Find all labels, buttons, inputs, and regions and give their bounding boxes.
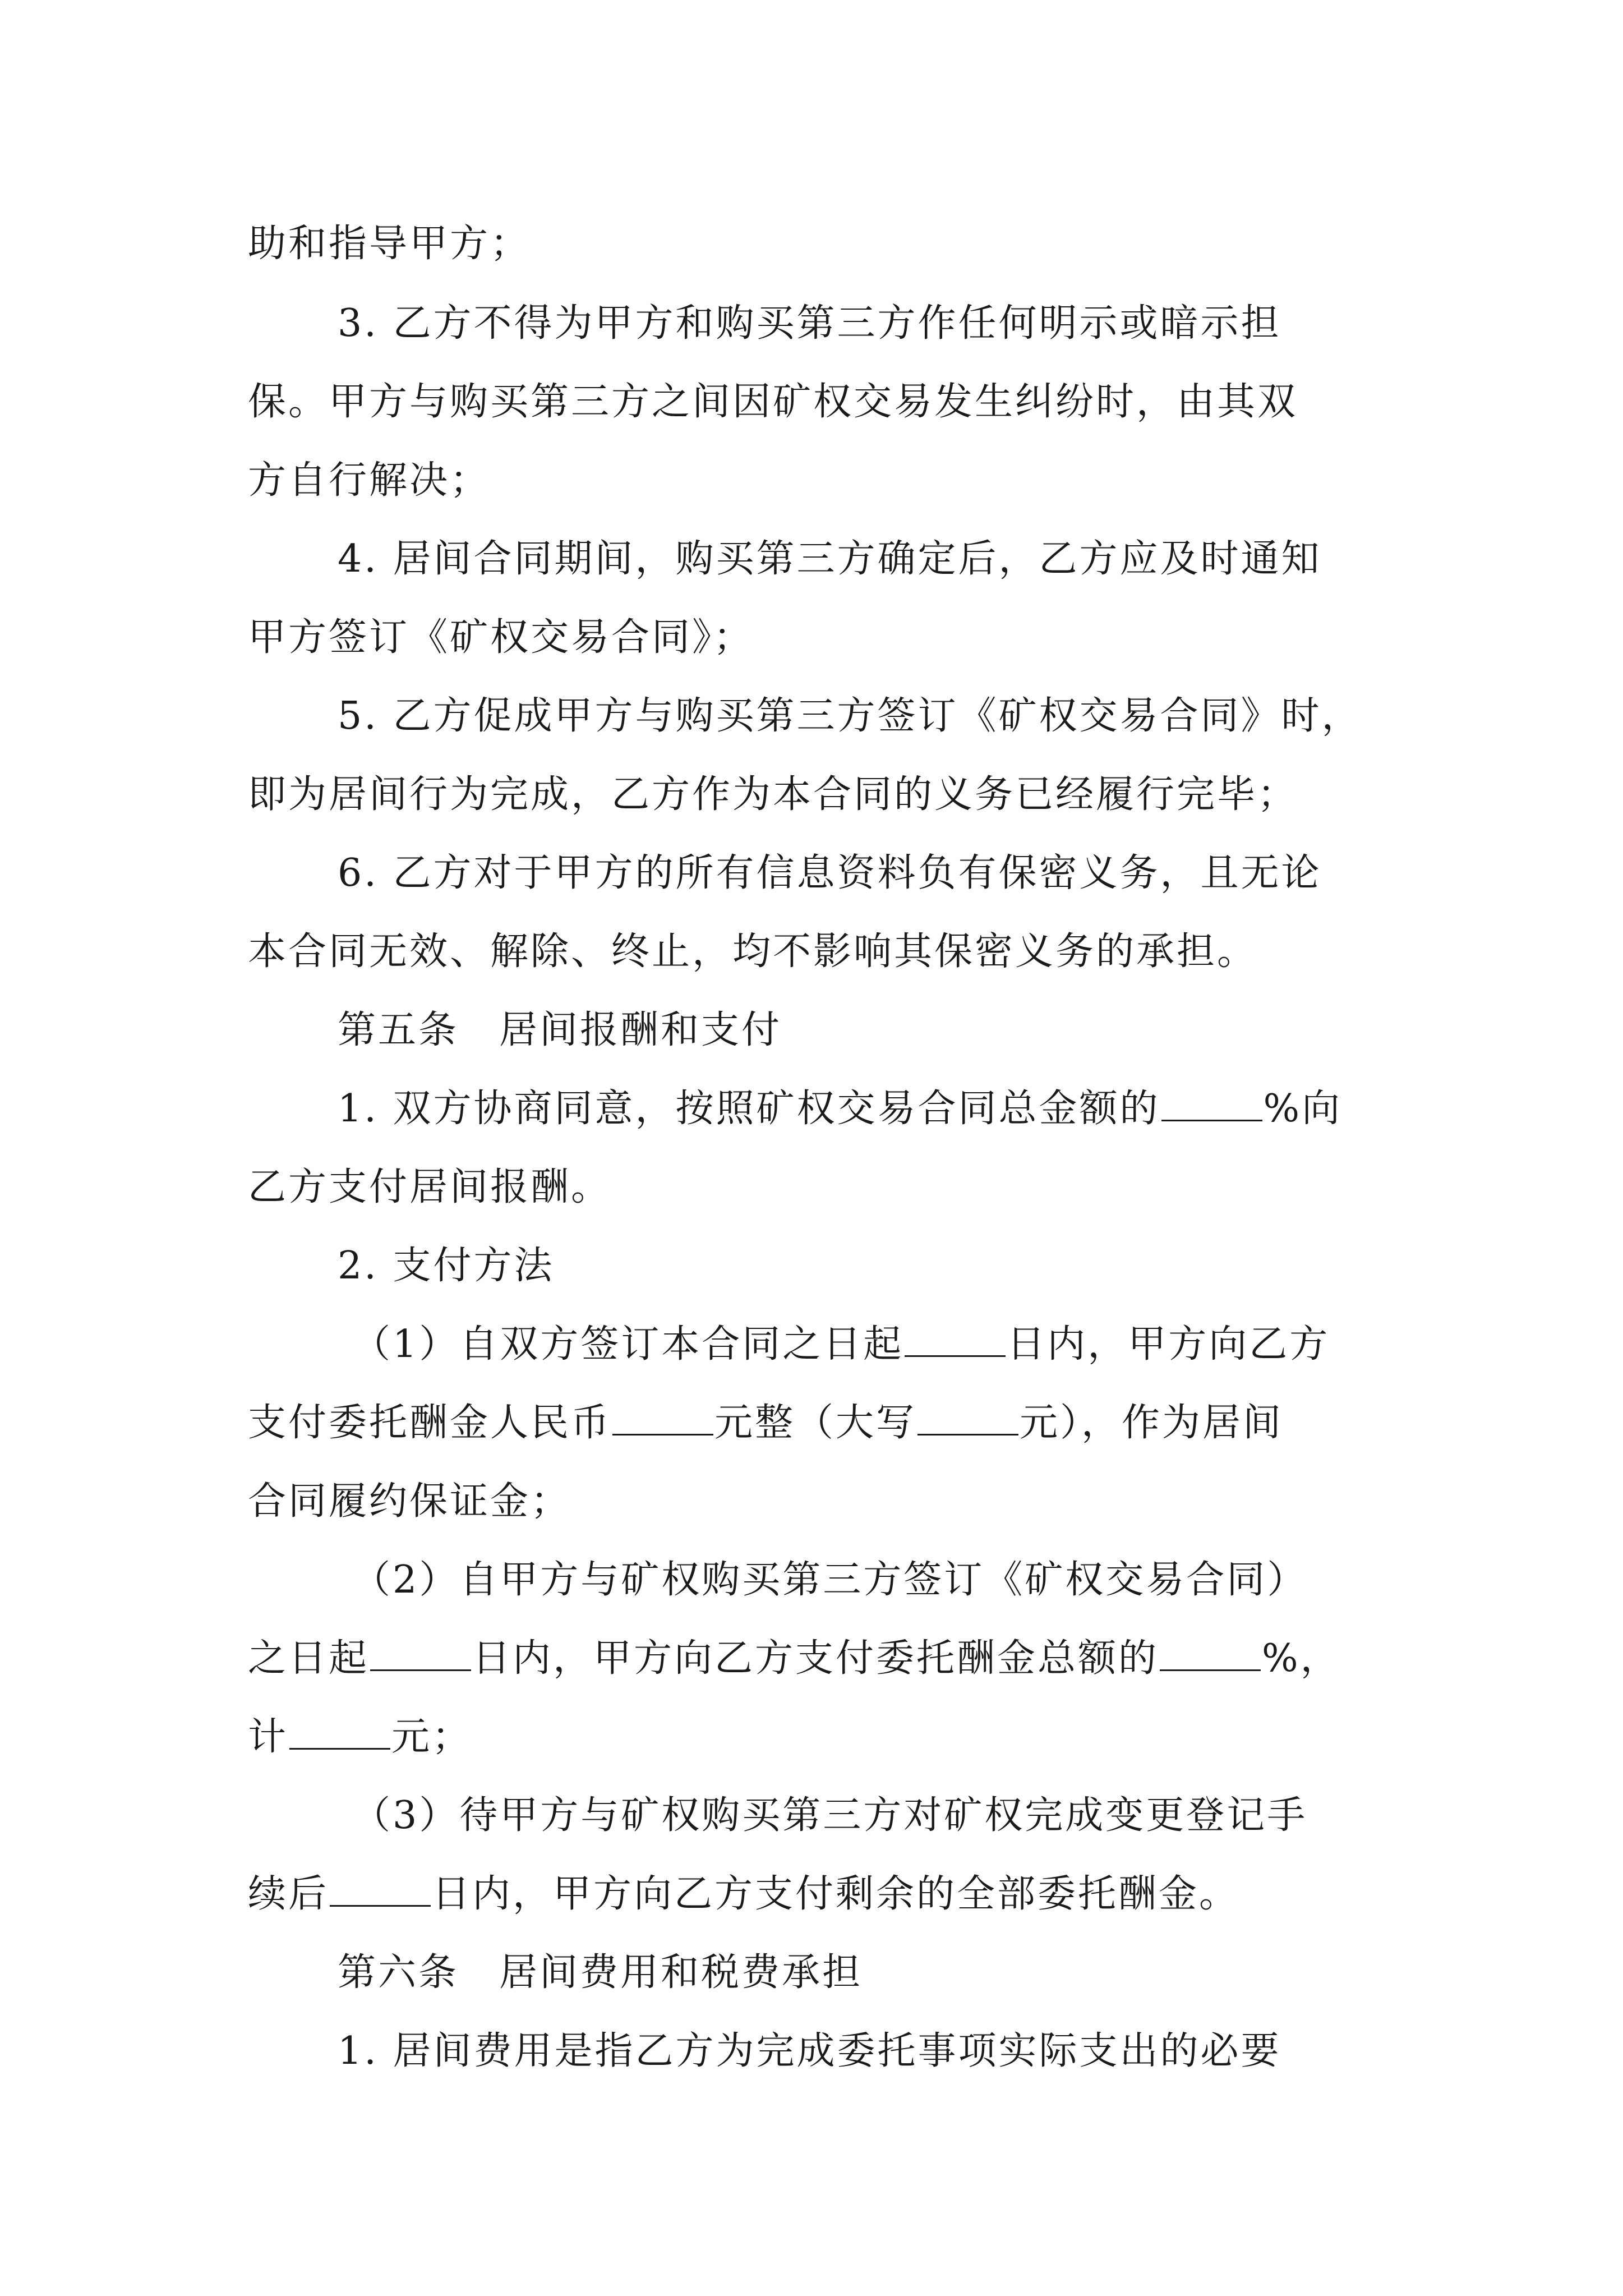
- text-line: [0, 534, 1623, 585]
- article-heading: [0, 1948, 1623, 1998]
- text: 之日起: [248, 1636, 370, 1681]
- text: %向: [1263, 1087, 1343, 1131]
- text: 元整（大写: [714, 1401, 917, 1445]
- text-line: [0, 1869, 1623, 1920]
- fill-in-blank: [905, 1320, 1006, 1357]
- text: 3. 乙方不得为甲方和购买第三方作任何明示或暗示担: [338, 301, 1281, 346]
- text: （1）自双方签订本合同之日起: [352, 1322, 904, 1366]
- text-line: [0, 1319, 1623, 1370]
- text-line: [0, 1634, 1623, 1684]
- text: %，: [1262, 1636, 1341, 1681]
- text: 计: [248, 1715, 289, 1759]
- fill-in-blank: [289, 1713, 390, 1750]
- fill-in-blank: [1160, 1635, 1261, 1671]
- text-line: [0, 2026, 1623, 2077]
- text-line: [0, 298, 1623, 349]
- text-line: [0, 927, 1623, 977]
- text: 5. 乙方促成甲方与购买第三方签订《矿权交易合同》时，: [338, 694, 1362, 738]
- text-line: [0, 1476, 1623, 1527]
- text-line: [0, 1712, 1623, 1763]
- fill-in-blank: [917, 1399, 1018, 1435]
- text-line: [0, 691, 1623, 742]
- text-line: [0, 1162, 1623, 1213]
- text-line: [0, 1241, 1623, 1291]
- text: 支付委托酬金人民币: [248, 1401, 612, 1445]
- text-line: [0, 219, 1623, 269]
- article-heading: [0, 1005, 1623, 1056]
- text-line: [0, 377, 1623, 427]
- text: 1. 双方协商同意，按照矿权交易合同总金额的: [338, 1087, 1160, 1131]
- fill-in-blank: [1161, 1085, 1262, 1121]
- fill-in-blank: [330, 1870, 431, 1907]
- text: 保。甲方与购买第三方之间因矿权交易发生纠纷时，由其双: [248, 380, 1298, 424]
- text-line: [0, 1084, 1623, 1134]
- text-line: [0, 455, 1623, 506]
- text: 2. 支付方法: [338, 1244, 555, 1288]
- text: 合同履约保证金；: [248, 1479, 571, 1524]
- text: 日内，甲方向乙方支付委托酬金总额的: [472, 1636, 1159, 1681]
- text: 本合同无效、解除、终止，均不影响其保密义务的承担。: [248, 930, 1258, 974]
- text: （2）自甲方与矿权购买第三方签订《矿权交易合同）: [352, 1558, 1308, 1602]
- text: 元；: [391, 1715, 473, 1759]
- text: 乙方支付居间报酬。: [248, 1165, 612, 1209]
- text: 6. 乙方对于甲方的所有信息资料负有保密义务，且无论: [338, 851, 1322, 895]
- text: 即为居间行为完成，乙方作为本合同的义务已经履行完毕；: [248, 772, 1298, 817]
- text: 第六条 居间费用和税费承担: [338, 1950, 863, 1995]
- fill-in-blank: [370, 1635, 471, 1671]
- text-line: [0, 1791, 1623, 1841]
- text-line: [0, 770, 1623, 820]
- text: 日内，甲方向乙方: [1007, 1322, 1330, 1366]
- text: 1. 居间费用是指乙方为完成委托事项实际支出的必要: [338, 2029, 1281, 2073]
- text: （3）待甲方与矿权购买第三方对矿权完成变更登记手: [352, 1793, 1308, 1838]
- text: 方自行解决；: [248, 458, 491, 503]
- text: 第五条 居间报酬和支付: [338, 1008, 782, 1052]
- fill-in-blank: [612, 1399, 713, 1435]
- text-line: [0, 1398, 1623, 1448]
- text: 续后: [248, 1872, 329, 1916]
- text: 元），作为居间: [1020, 1401, 1284, 1445]
- text: 日内，甲方向乙方支付剩余的全部委托酬金。: [432, 1872, 1240, 1916]
- text: 4. 居间合同期间，购买第三方确定后，乙方应及时通知: [338, 537, 1322, 581]
- text: 助和指导甲方；: [248, 222, 531, 266]
- text-line: [0, 848, 1623, 899]
- text: 甲方签订《矿权交易合同》；: [248, 615, 754, 660]
- text-line: [0, 1555, 1623, 1605]
- text-line: [0, 613, 1623, 663]
